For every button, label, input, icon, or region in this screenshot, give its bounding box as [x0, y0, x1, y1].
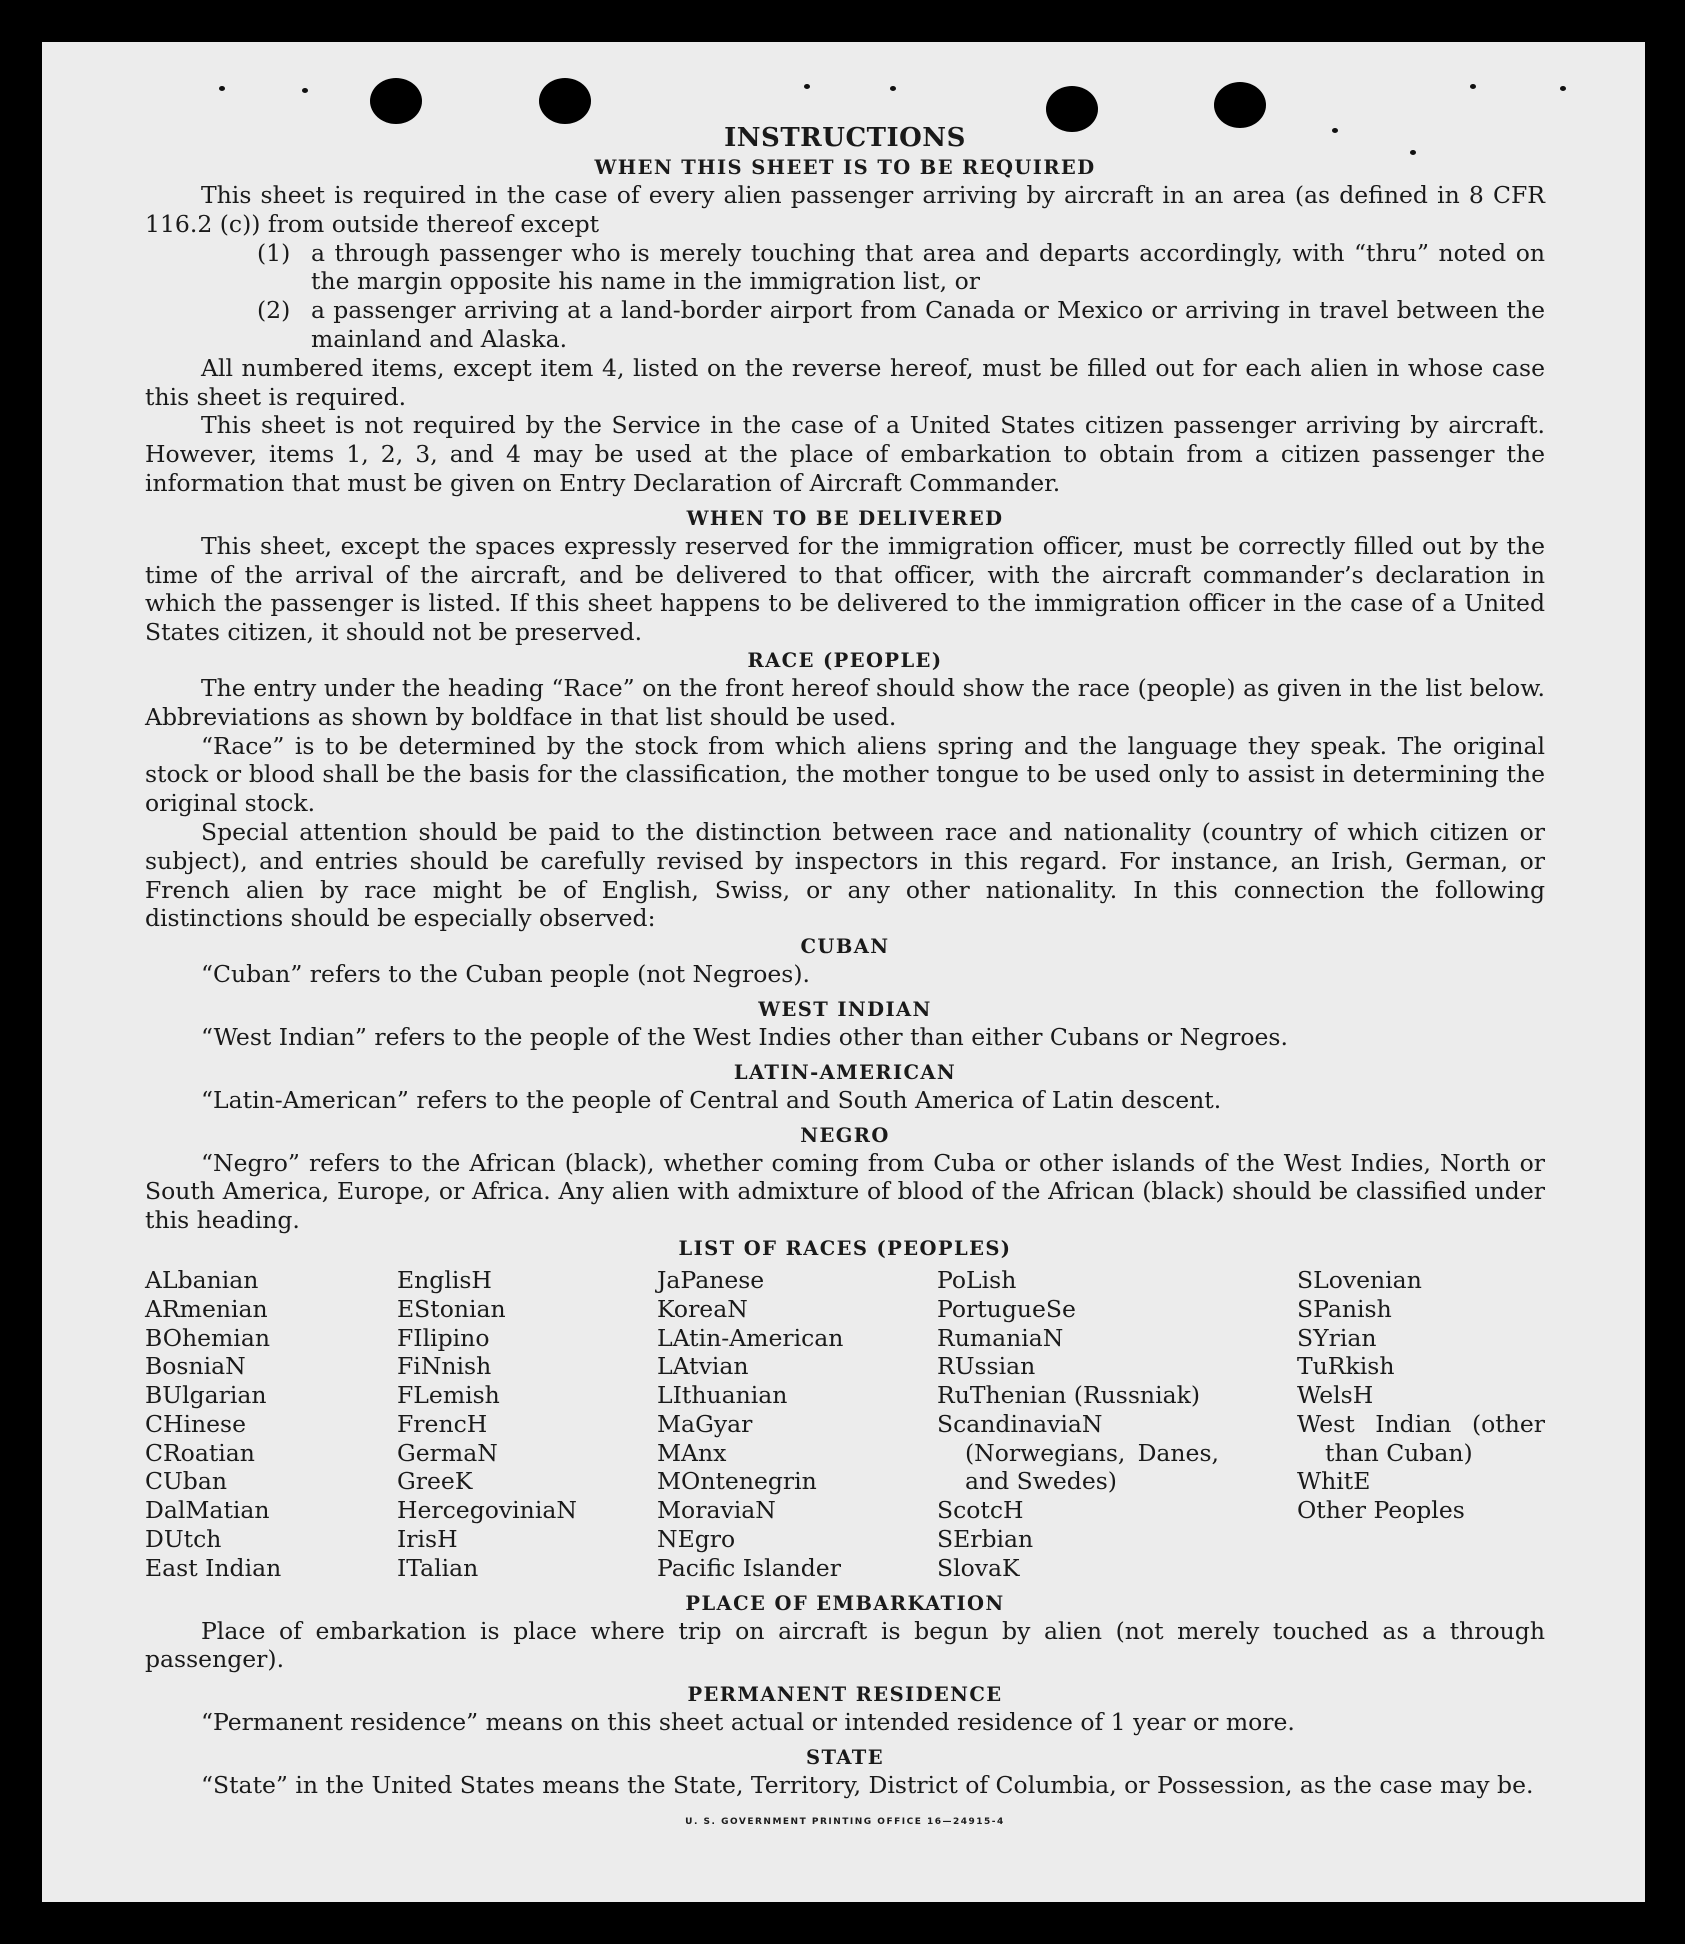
race-item: BUlgarian — [145, 1381, 267, 1410]
race-item: SYrian — [1297, 1323, 1377, 1352]
race-item: PortugueSe — [937, 1294, 1076, 1323]
heading-cuban: CUBAN — [800, 935, 890, 959]
scan-speck — [804, 84, 810, 89]
paragraph: The entry under the heading “Race” on the front hereof should show the race (people) as given in the list below. Abbreviations as shown by boldface in that list should be used. — [145, 673, 1545, 731]
race-item: SErbian — [937, 1525, 1034, 1554]
race-item: Other Peoples — [1297, 1496, 1465, 1525]
heading-state: STATE — [806, 1746, 884, 1770]
race-item: FLemish — [397, 1381, 500, 1410]
scan-speck — [302, 88, 308, 93]
scan-speck — [1560, 86, 1566, 91]
heading-when-delivered: WHEN TO BE DELIVERED — [686, 506, 1004, 530]
race-item: MOntenegrin — [657, 1467, 817, 1496]
race-item: TuRkish — [1297, 1352, 1395, 1381]
race-item: SLovenian — [1297, 1265, 1422, 1294]
race-item: ARmenian — [145, 1294, 268, 1323]
race-item: Pacific Islander — [657, 1553, 841, 1582]
races-table — [145, 1266, 1545, 1583]
scan-speck — [890, 86, 896, 91]
paragraph: This sheet is not required by the Service in the case of a United States citizen passenger arriving by aircraft. However, items 1, 2, 3, and 4 may be used at the place of embarkation to obtain from a citizen passenger the information that must be given on Entry Declaration of Aircraft Commander. — [145, 411, 1545, 497]
race-item: MAnx — [657, 1438, 727, 1467]
race-item: LIthuanian — [657, 1381, 788, 1410]
item-number: (2) — [257, 296, 291, 325]
race-item: LAtvian — [657, 1352, 749, 1381]
race-item: KoreaN — [657, 1294, 748, 1323]
heading-negro: NEGRO — [800, 1123, 890, 1147]
heading-west-indian: WEST INDIAN — [758, 997, 932, 1021]
race-item: BOhemian — [145, 1323, 270, 1352]
race-item: MoraviaN — [657, 1496, 776, 1525]
race-item: SPanish — [1297, 1294, 1392, 1323]
punch-hole — [370, 78, 422, 124]
item-text: a through passenger who is merely touching that area and departs accordingly, with “thru” noted on the margin opposite his name in the immigration list, or — [311, 238, 1545, 296]
heading-list-of-races: LIST OF RACES (PEOPLES) — [678, 1236, 1012, 1260]
list-item — [145, 296, 1545, 354]
list-item — [145, 239, 1545, 297]
race-item: NEgro — [657, 1525, 736, 1554]
race-item: RUssian — [937, 1352, 1036, 1381]
race-item: MaGyar — [657, 1409, 753, 1438]
heading-place-of-embarkation: PLACE OF EMBARKATION — [685, 1591, 1005, 1615]
race-item: RuThenian (Russniak) — [937, 1381, 1200, 1410]
race-item: CRoatian — [145, 1438, 255, 1467]
race-item: HercegoviniaN — [397, 1496, 577, 1525]
paragraph: Place of embarkation is place where trip on aircraft is begun by alien (not merely touched as a through passenger). — [145, 1616, 1545, 1674]
paragraph: “Latin-American” refers to the people of Central and South America of Latin descent. — [201, 1085, 1222, 1114]
races-column — [145, 1266, 397, 1583]
paragraph: “West Indian” refers to the people of the West Indies other than either Cubans or Negroes. — [201, 1022, 1288, 1051]
instructions-content — [145, 122, 1545, 1837]
races-column — [657, 1266, 937, 1583]
race-item: FiNnish — [397, 1352, 492, 1381]
race-item: WhitE — [1297, 1467, 1371, 1496]
heading-permanent-residence: PERMANENT RESIDENCE — [687, 1683, 1003, 1707]
race-item: CHinese — [145, 1409, 246, 1438]
scan-speck — [1470, 84, 1476, 89]
item-number: (1) — [257, 238, 291, 267]
race-item: FrencH — [397, 1409, 488, 1438]
page-title: INSTRUCTIONS — [724, 123, 966, 153]
race-item: ALbanian — [145, 1265, 259, 1294]
race-item: East Indian — [145, 1553, 282, 1582]
heading-latin-american: LATIN-AMERICAN — [733, 1060, 957, 1084]
race-item: West Indian (other than Cuban) — [1297, 1409, 1545, 1467]
race-item: GermaN — [397, 1438, 498, 1467]
race-item: DalMatian — [145, 1496, 270, 1525]
race-item: CUban — [145, 1467, 227, 1496]
race-item: FIlipino — [397, 1323, 490, 1352]
heading-when-required: WHEN THIS SHEET IS TO BE REQUIRED — [594, 156, 1096, 179]
race-item: JaPanese — [657, 1265, 765, 1294]
race-item: GreeK — [397, 1467, 473, 1496]
paragraph: “Negro” refers to the African (black), whether coming from Cuba or other islands of the West Indies, North or South America, Europe, or Africa. Any alien with admixture of blood of the African (black) should be classified under this heading. — [145, 1148, 1545, 1235]
scan-speck — [219, 86, 225, 91]
paragraph: All numbered items, except item 4, listed on the reverse hereof, must be filled out for each alien in whose case this sheet is required. — [145, 353, 1545, 411]
paragraph: “Race” is to be determined by the stock from which aliens spring and the language they speak. The original stock or blood shall be the basis for the classification, the mother tongue to be used only to assist in determining the original stock. — [145, 731, 1545, 818]
paragraph: Special attention should be paid to the distinction between race and nationality (country of which citizen or subject), and entries should be carefully revised by inspectors in this regard. For instance, an Irish, German, or French alien by race might be of English, Swiss, or any other nationality. In this connection the following distinctions should be especially observed: — [145, 817, 1545, 933]
document-page — [42, 42, 1645, 1902]
race-item: ITalian — [397, 1553, 479, 1582]
punch-hole — [539, 78, 591, 124]
paragraph: “Cuban” refers to the Cuban people (not Negroes). — [201, 960, 811, 989]
paragraph: This sheet is required in the case of every alien passenger arriving by aircraft in an area (as defined in 8 CFR 116.2 (c)) from outside thereof except — [145, 181, 1545, 238]
heading-race: RACE (PEOPLE) — [747, 648, 943, 672]
race-item: ScandinaviaN (Norwegians, Danes, and Swedes) — [937, 1409, 1219, 1496]
race-item: RumaniaN — [937, 1323, 1064, 1352]
paragraph: “State” in the United States means the State, Territory, District of Columbia, or Possession, as the case may be. — [201, 1771, 1534, 1800]
race-item: EnglisH — [397, 1265, 492, 1294]
item-text: a passenger arriving at a land-border airport from Canada or Mexico or arriving in travel between the mainland and Alaska. — [311, 296, 1545, 353]
race-item: EStonian — [397, 1294, 506, 1323]
paragraph: This sheet, except the spaces expressly reserved for the immigration officer, must be correctly filled out by the time of the arrival of the aircraft, and be delivered to that officer, with the aircraft commander’s declaration in which the passenger is listed. If this sheet happens to be delivered to the immigration officer in the case of a United States citizen, it should not be preserved. — [145, 531, 1545, 647]
race-item: DUtch — [145, 1525, 222, 1554]
race-item: WelsH — [1297, 1381, 1374, 1410]
race-item: LAtin-American — [657, 1323, 844, 1352]
race-item: PoLish — [937, 1265, 1017, 1294]
races-column — [397, 1266, 657, 1583]
paragraph: “Permanent residence” means on this sheet actual or intended residence of 1 year or more. — [201, 1708, 1295, 1737]
race-item: SlovaK — [937, 1553, 1020, 1582]
race-item: IrisH — [397, 1525, 458, 1554]
printer-imprint: U. S. GOVERNMENT PRINTING OFFICE 16—24915-4 — [685, 1816, 1005, 1827]
race-item: ScotcH — [937, 1496, 1024, 1525]
races-column — [1297, 1266, 1545, 1583]
races-column — [937, 1266, 1219, 1583]
race-item: BosniaN — [145, 1352, 246, 1381]
